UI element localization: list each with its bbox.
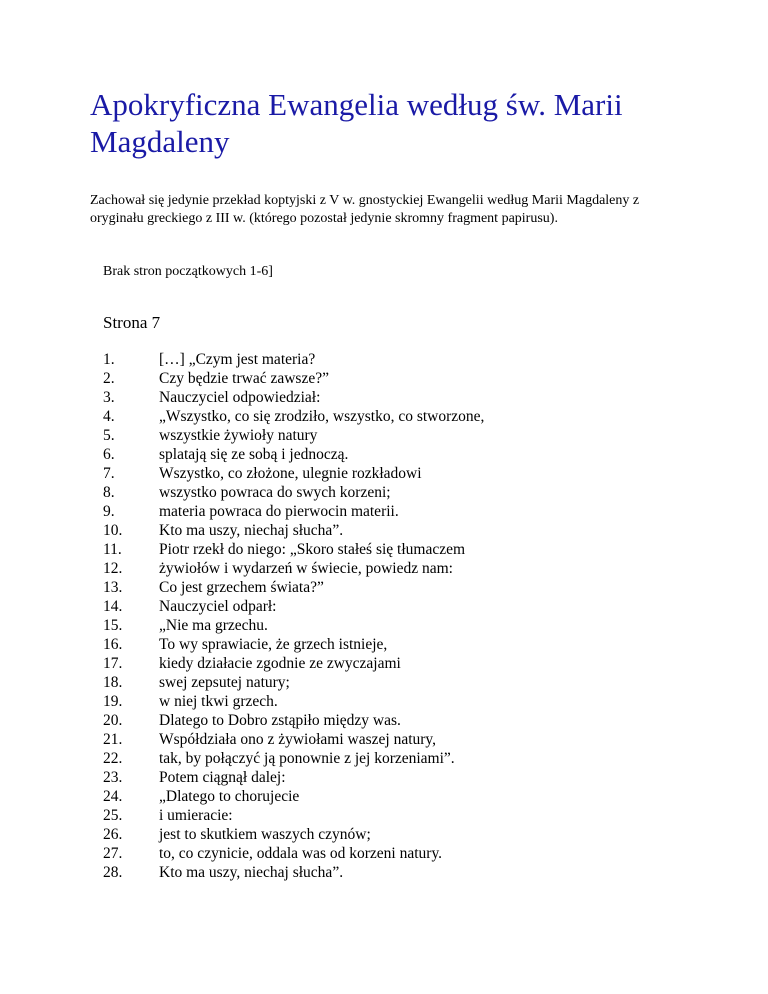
verse-number: 11. xyxy=(103,541,122,558)
verse-line xyxy=(103,806,484,825)
verse-text: materia powraca do pierwocin materii. xyxy=(159,503,399,520)
verse-text: wszystkie żywioły natury xyxy=(159,427,318,444)
verse-number: 1. xyxy=(103,351,115,368)
verse-number: 18. xyxy=(103,674,123,691)
document-title: Apokryficzna Ewangelia według św. Marii Magdaleny xyxy=(90,87,623,159)
verse-text: „Nie ma grzechu. xyxy=(159,617,268,634)
verse-text: tak, by połączyć ją ponownie z jej korzeniami”. xyxy=(159,750,455,767)
verse-text: To wy sprawiacie, że grzech istnieje, xyxy=(159,636,388,653)
verse-line xyxy=(103,464,484,483)
verse-line xyxy=(103,863,484,882)
verse-line xyxy=(103,426,484,445)
missing-pages-note: Brak stron początkowych 1-6] xyxy=(103,264,273,279)
verse-text: Wszystko, co złożone, ulegnie rozkładowi xyxy=(159,465,422,482)
verse-number: 21. xyxy=(103,731,123,748)
verse-line xyxy=(103,369,484,388)
verse-number: 3. xyxy=(103,389,115,406)
verse-number: 23. xyxy=(103,769,123,786)
verse-line xyxy=(103,825,484,844)
verse-text: Co jest grzechem świata?” xyxy=(159,579,324,596)
verse-number: 27. xyxy=(103,845,123,862)
verse-text: Nauczyciel odpowiedział: xyxy=(159,389,321,406)
verse-text: wszystko powraca do swych korzeni; xyxy=(159,484,391,501)
verse-number: 26. xyxy=(103,826,123,843)
verse-line xyxy=(103,388,484,407)
verse-number: 7. xyxy=(103,465,115,482)
verse-line xyxy=(103,673,484,692)
page-heading: Strona 7 xyxy=(103,313,161,332)
verse-line xyxy=(103,730,484,749)
verse-number: 5. xyxy=(103,427,115,444)
verse-line xyxy=(103,502,484,521)
verse-number: 19. xyxy=(103,693,123,710)
verse-number: 15. xyxy=(103,617,123,634)
verse-text: Piotr rzekł do niego: „Skoro stałeś się tłumaczem xyxy=(159,541,466,558)
verse-text: Potem ciągnął dalej: xyxy=(159,769,286,786)
verse-text: „Wszystko, co się zrodziło, wszystko, co stworzone, xyxy=(159,408,485,425)
verse-number: 16. xyxy=(103,636,123,653)
verse-number: 22. xyxy=(103,750,123,767)
verse-text: […] „Czym jest materia? xyxy=(159,351,316,368)
verse-text: jest to skutkiem waszych czynów; xyxy=(159,826,371,843)
verse-text: w niej tkwi grzech. xyxy=(159,693,278,710)
verse-text: Współdziała ono z żywiołami waszej natury, xyxy=(159,731,437,748)
verse-number: 13. xyxy=(103,579,123,596)
verse-line xyxy=(103,749,484,768)
verse-number: 24. xyxy=(103,788,123,805)
verse-line xyxy=(103,350,484,369)
verse-line xyxy=(103,483,484,502)
verse-number: 10. xyxy=(103,522,123,539)
verse-number: 6. xyxy=(103,446,115,463)
verse-text: „Dlatego to chorujecie xyxy=(159,788,300,805)
verse-number: 9. xyxy=(103,503,115,520)
verse-line xyxy=(103,711,484,730)
verse-text: Kto ma uszy, niechaj słucha”. xyxy=(159,864,344,881)
verse-number: 28. xyxy=(103,864,123,881)
verse-line xyxy=(103,787,484,806)
verse-text: Nauczyciel odparł: xyxy=(159,598,277,615)
verse-text: Dlatego to Dobro zstąpiło między was. xyxy=(159,712,401,729)
verse-line xyxy=(103,616,484,635)
verse-line xyxy=(103,692,484,711)
verse-text: i umieracie: xyxy=(159,807,233,824)
verse-line xyxy=(103,521,484,540)
verse-text: kiedy działacie zgodnie ze zwyczajami xyxy=(159,655,401,672)
verse-line xyxy=(103,559,484,578)
verse-number: 12. xyxy=(103,560,123,577)
intro-paragraph: Zachował się jedynie przekład koptyjski z V w. gnostyckiej Ewangelii według Marii Magdaleny z oryginału greckiego z III w. (którego pozostał jedynie skromny fragment papirusu). xyxy=(90,193,640,226)
verse-line xyxy=(103,407,484,426)
verse-number: 17. xyxy=(103,655,123,672)
verse-line xyxy=(103,635,484,654)
verse-line xyxy=(103,540,484,559)
verse-line xyxy=(103,578,484,597)
verse-text: to, co czynicie, oddala was od korzeni natury. xyxy=(159,845,443,862)
verse-line xyxy=(103,654,484,673)
verse-text: Kto ma uszy, niechaj słucha”. xyxy=(159,522,344,539)
verse-number: 2. xyxy=(103,370,115,387)
verse-number: 20. xyxy=(103,712,123,729)
verse-list xyxy=(103,350,484,882)
verse-number: 25. xyxy=(103,807,123,824)
verse-text: swej zepsutej natury; xyxy=(159,674,290,691)
verse-line xyxy=(103,844,484,863)
verse-line xyxy=(103,445,484,464)
verse-number: 14. xyxy=(103,598,123,615)
verse-text: splatają się ze sobą i jednoczą. xyxy=(159,446,349,463)
verse-line xyxy=(103,768,484,787)
verse-text: Czy będzie trwać zawsze?” xyxy=(159,370,329,387)
verse-text: żywiołów i wydarzeń w świecie, powiedz nam: xyxy=(159,560,453,577)
verse-number: 4. xyxy=(103,408,115,425)
verse-number: 8. xyxy=(103,484,115,501)
verse-line xyxy=(103,597,484,616)
